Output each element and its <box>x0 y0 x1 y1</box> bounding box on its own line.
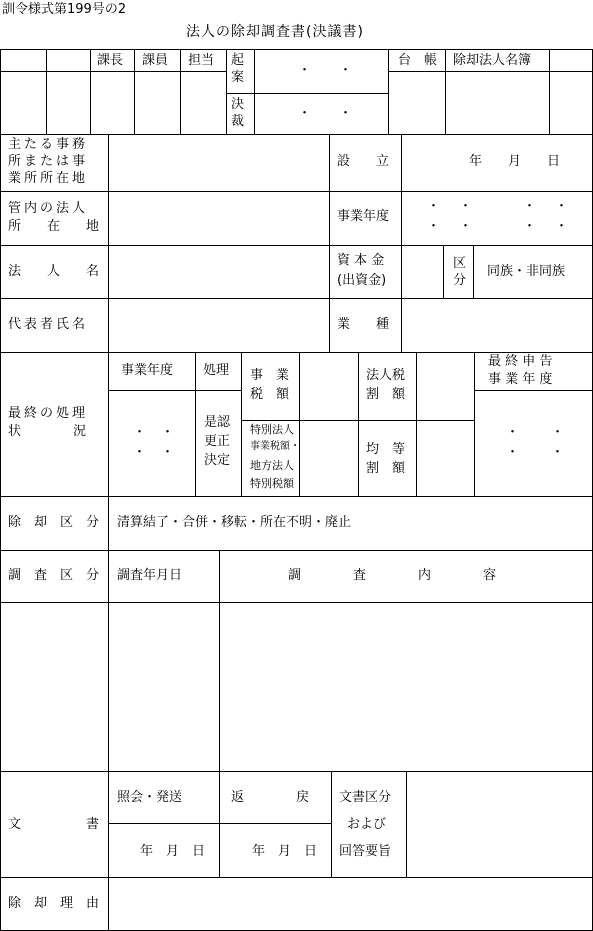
last-processing-label-2: 状 況 <box>8 424 87 439</box>
hensou-date: 年 月 日 <box>252 844 318 859</box>
main-office-label-2: 所または事 <box>8 154 89 169</box>
lp-jigyo-zeigaku-2: 税 額 <box>250 387 290 402</box>
page-title: 法人の除却調査書(決議書) <box>186 24 364 40</box>
kannai-label-2: 所 在 地 <box>8 219 100 234</box>
chosa-content-label: 調 査 内 容 <box>288 568 497 583</box>
chosa-date-label: 調査年月日 <box>117 568 183 583</box>
lp-zenin-1: 是認 <box>204 415 231 430</box>
shokai-date: 年 月 日 <box>140 844 206 859</box>
chosa-kubun-label: 調 査 区 分 <box>8 568 100 583</box>
lp-shori: 処理 <box>203 363 230 378</box>
jokyaku-meibo-label: 除却法人名簿 <box>453 53 532 68</box>
lp-saishu-2: 事 業 年 度 <box>488 372 553 387</box>
kacho-label: 課長 <box>97 53 124 68</box>
kian-dot-1: ・ <box>298 63 312 78</box>
jokyaku-kubun-label: 除 却 区 分 <box>8 515 100 530</box>
nendo-dot-2: ・ <box>459 199 473 214</box>
kannai-label-1: 管内の法人 <box>8 201 89 216</box>
tanto-label: 担当 <box>188 53 215 68</box>
lp-dot-6: ・ <box>551 425 565 440</box>
shokai-label: 照会・発送 <box>117 790 183 805</box>
main-office-label-1: 主たる事務 <box>8 137 89 152</box>
daicho-label: 台 帳 <box>398 53 438 68</box>
kessai-dot-2: ・ <box>339 106 353 121</box>
lp-dot-2: ・ <box>161 425 175 440</box>
lp-kinto-1: 均 等 <box>366 442 406 457</box>
daihyosha-label: 代表者氏名 <box>8 317 89 332</box>
setsuritsu-label: 設 立 <box>337 154 390 169</box>
gyoshu-label: 業 種 <box>337 317 390 332</box>
lp-zenin-2: 更正 <box>204 434 231 449</box>
kian-dot-2: ・ <box>339 63 353 78</box>
lp-hojinzei-2: 割 額 <box>366 387 406 402</box>
kessai-dot-1: ・ <box>298 106 312 121</box>
bunsho-kubun-2: および <box>347 817 387 832</box>
setsuritsu-date: 年 月 日 <box>469 154 561 169</box>
lp-tokubetsu-4: 特別税額 <box>250 477 294 490</box>
nendo-dot-8: ・ <box>555 219 569 234</box>
dozoku-options: 同族・非同族 <box>487 264 566 279</box>
nendo-dot-5: ・ <box>427 219 441 234</box>
lp-dot-4: ・ <box>161 445 175 460</box>
nendo-dot-4: ・ <box>555 199 569 214</box>
lp-dot-3: ・ <box>133 445 147 460</box>
lp-hojinzei-1: 法人税 <box>366 368 406 383</box>
hensou-label: 返 戻 <box>231 790 310 805</box>
lp-kinto-2: 割 額 <box>366 461 406 476</box>
last-processing-label-1: 最終の処理 <box>8 406 89 421</box>
kessai-label: 決裁 <box>231 97 245 129</box>
shihonkin-label-1: 資 本 金 <box>337 253 385 268</box>
jokyaku-riyu-label: 除 却 理 由 <box>8 896 100 911</box>
nendo-dot-7: ・ <box>523 219 537 234</box>
jokyaku-kubun-options: 清算結了・合併・移転・所在不明・廃止 <box>117 515 352 530</box>
lp-saishu-1: 最 終 申 告 <box>488 354 553 369</box>
lp-jigyo-nendo: 事業年度 <box>121 363 174 378</box>
lp-tokubetsu-3: 地方法人 <box>250 459 294 472</box>
lp-tokubetsu-2: 事業税額・ <box>250 441 300 452</box>
nendo-dot-3: ・ <box>523 199 537 214</box>
kubun-label: 区分 <box>453 256 467 288</box>
nendo-dot-1: ・ <box>427 199 441 214</box>
shihonkin-label-2: (出資金) <box>337 273 387 288</box>
nendo-dot-6: ・ <box>459 219 473 234</box>
hojin-mei-label: 法 人 名 <box>8 264 100 279</box>
bunsho-kubun-3: 回答要旨 <box>339 844 392 859</box>
lp-dot-1: ・ <box>133 425 147 440</box>
form-number: 訓令様式第199号の2 <box>2 2 127 17</box>
kian-label: 起案 <box>231 53 245 85</box>
kain-label: 課員 <box>142 53 169 68</box>
lp-dot-5: ・ <box>506 425 520 440</box>
bunsho-kubun-1: 文書区分 <box>339 790 392 805</box>
bunsho-label: 文 書 <box>8 817 100 832</box>
lp-dot-7: ・ <box>506 445 520 460</box>
lp-zenin-3: 決定 <box>204 453 231 468</box>
main-office-label-3: 業所所在地 <box>8 171 89 186</box>
lp-jigyo-zeigaku-1: 事 業 <box>250 368 290 383</box>
jigyo-nendo-label: 事業年度 <box>337 209 390 224</box>
lp-dot-8: ・ <box>551 445 565 460</box>
lp-tokubetsu-1: 特別法人 <box>250 423 294 436</box>
